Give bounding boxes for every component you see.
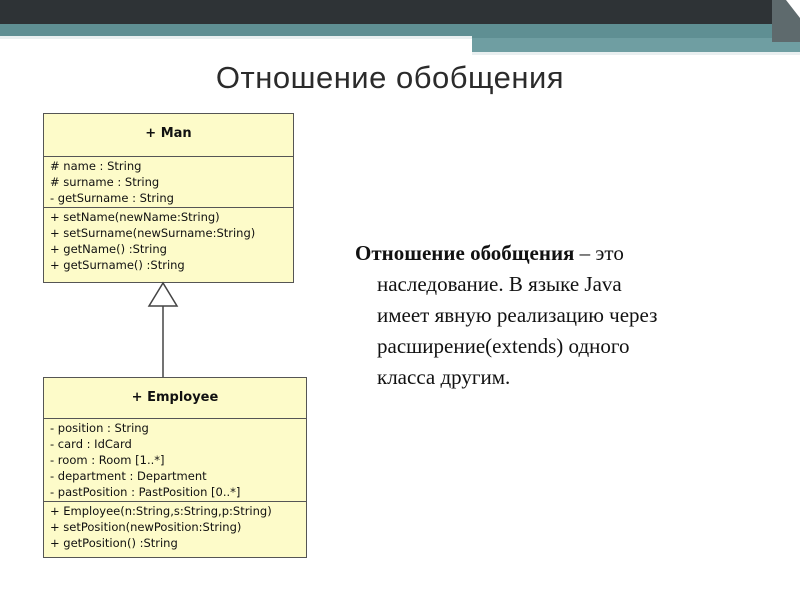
description-line: класса другим.	[377, 365, 511, 389]
attribute: - pastPosition : PastPosition [0..*]	[50, 485, 241, 499]
method: + setPosition(newPosition:String)	[50, 520, 242, 534]
method: + getSurname() :String	[50, 258, 185, 272]
attribute: - room : Room [1..*]	[50, 453, 165, 467]
description-line: наследование. В языке Java	[377, 272, 622, 296]
term-bold: Отношение обобщения	[355, 241, 575, 265]
class-name: + Man	[44, 114, 293, 157]
attribute: - department : Department	[50, 469, 207, 483]
method: + setSurname(newSurname:String)	[50, 226, 256, 240]
method: + Employee(n:String,s:String,p:String)	[50, 504, 272, 518]
attributes-section	[44, 419, 306, 502]
description-text	[355, 238, 795, 393]
description-line	[355, 238, 795, 269]
slide-title: Отношение обобщения	[215, 60, 565, 95]
uml-class-employee	[43, 377, 307, 558]
method: + setName(newName:String)	[50, 210, 220, 224]
class-name: + Employee	[44, 378, 306, 419]
attribute: - getSurname : String	[50, 191, 174, 205]
arrow-head	[149, 283, 177, 306]
attribute: # surname : String	[50, 175, 160, 189]
attribute: - position : String	[50, 421, 149, 435]
description-line: имеет явную реализацию через	[377, 303, 658, 327]
description-line: расширение(extends) одного	[377, 334, 630, 358]
method: + getPosition() :String	[50, 536, 178, 550]
methods-section	[44, 502, 306, 552]
method: + getName() :String	[50, 242, 167, 256]
term-rest: – это	[574, 241, 624, 265]
attribute: - card : IdCard	[50, 437, 132, 451]
attribute: # name : String	[50, 159, 142, 173]
